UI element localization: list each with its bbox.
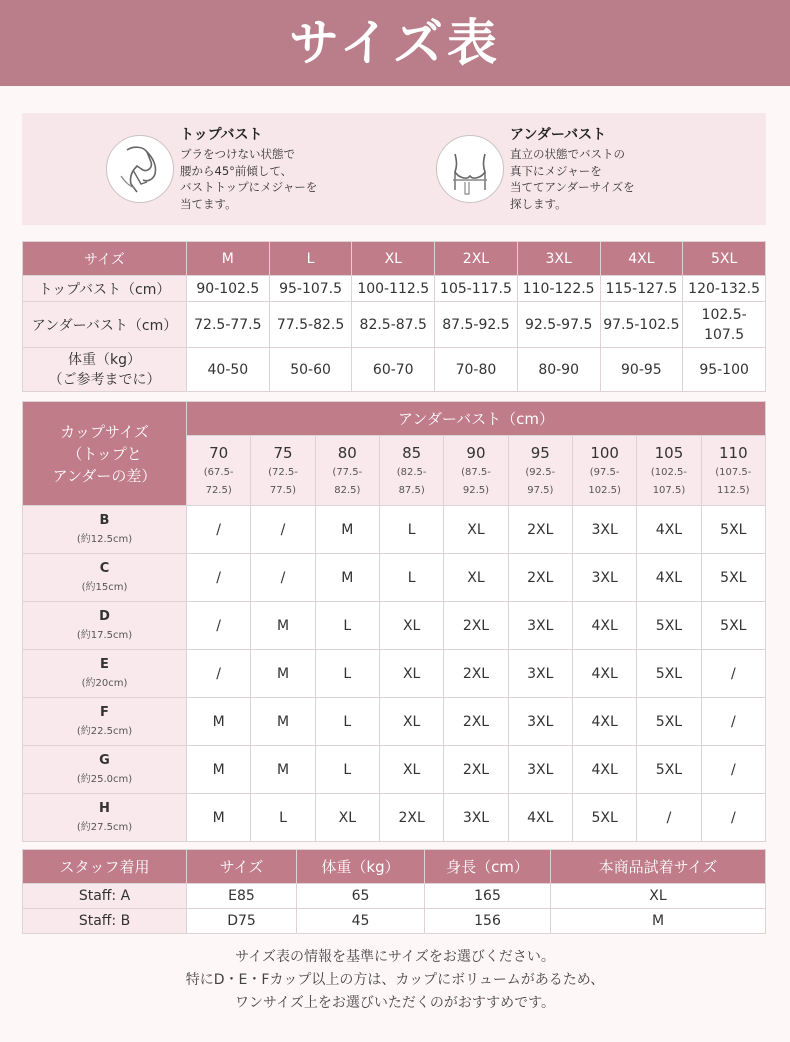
cup-difference: (約25.0cm) — [76, 773, 133, 785]
table-cell: 165 — [425, 884, 551, 909]
cup-difference: (約12.5cm) — [76, 533, 133, 545]
table-cell: 4XL — [572, 602, 636, 650]
under-bust-range: 107.5) — [652, 484, 686, 496]
table-cell: / — [187, 602, 251, 650]
top-bust-guide — [22, 113, 394, 225]
cup-difference: (約22.5cm) — [76, 725, 133, 737]
under-bust-range: (107.5- — [715, 466, 752, 478]
table-cell: 3XL — [572, 554, 636, 602]
table-cell: M — [315, 554, 379, 602]
under-bust-range: (87.5- — [461, 466, 491, 478]
staff-table-header-row — [23, 850, 766, 884]
table-cell: 5XL — [701, 506, 765, 554]
cup-row-label — [23, 554, 187, 602]
table-row — [23, 348, 766, 392]
table-row — [23, 602, 766, 650]
under-bust-range: 87.5) — [398, 484, 425, 496]
table-cell: 2XL — [444, 698, 508, 746]
row-label: アンダーバスト（cm） — [23, 302, 187, 348]
under-bust-illustration-icon — [436, 135, 504, 203]
table-row — [23, 302, 766, 348]
cup-row-label — [23, 506, 187, 554]
table-cell: 45 — [297, 909, 425, 934]
table-cell: XL — [379, 698, 443, 746]
under-bust-range: (97.5- — [589, 466, 620, 478]
staff-header-cell: スタッフ着用 — [23, 850, 187, 884]
table-cell: 60-70 — [352, 348, 435, 392]
under-bust-range: (82.5- — [396, 466, 427, 478]
table-cell: 2XL — [508, 506, 572, 554]
table-cell: / — [701, 698, 765, 746]
top-bust-instructions — [180, 146, 317, 212]
table-cell: 95-100 — [683, 348, 766, 392]
cup-corner-line: （トップと — [67, 444, 142, 463]
size-header-cell: L — [269, 242, 352, 276]
table-cell: M — [251, 698, 315, 746]
table-row — [23, 650, 766, 698]
table-cell: M — [251, 746, 315, 794]
table-cell: 87.5-92.5 — [435, 302, 518, 348]
table-row — [23, 794, 766, 842]
size-header-cell: XL — [352, 242, 435, 276]
table-cell: 2XL — [444, 602, 508, 650]
table-cell: / — [701, 650, 765, 698]
cup-row-label — [23, 650, 187, 698]
table-row — [23, 884, 766, 909]
cup-letter: G — [99, 752, 110, 768]
table-cell: M — [251, 602, 315, 650]
table-cell: L — [315, 602, 379, 650]
table-cell: 97.5-102.5 — [600, 302, 683, 348]
cup-difference: (約20cm) — [81, 677, 128, 689]
table-cell: D75 — [187, 909, 297, 934]
cup-row-label — [23, 602, 187, 650]
table-cell: 120-132.5 — [683, 276, 766, 302]
cup-letter: C — [99, 560, 110, 576]
table-cell: / — [251, 554, 315, 602]
top-bust-line: バストトップにメジャーを — [180, 180, 318, 194]
under-bust-size: 80 — [337, 443, 357, 462]
cup-letter: E — [100, 656, 109, 672]
cup-table-header-row — [23, 402, 766, 436]
size-header-cell: M — [187, 242, 270, 276]
under-bust-range: (77.5- — [332, 466, 363, 478]
table-cell: 2XL — [508, 554, 572, 602]
table-cell: 2XL — [444, 650, 508, 698]
cup-difference: (約27.5cm) — [76, 821, 133, 833]
under-bust-size: 70 — [209, 443, 229, 462]
table-cell: 3XL — [572, 506, 636, 554]
under-bust-line: 探します。 — [510, 196, 567, 211]
table-row — [23, 554, 766, 602]
cup-corner-header — [23, 402, 187, 506]
top-bust-line: 当てます。 — [180, 196, 237, 211]
table-cell: 70-80 — [435, 348, 518, 392]
staff-header-cell: 体重（kg） — [297, 850, 425, 884]
row-label-line: （ご参考までに） — [48, 371, 161, 388]
table-cell: 5XL — [637, 746, 701, 794]
under-bust-range: 112.5) — [717, 484, 750, 496]
cup-row-label — [23, 794, 187, 842]
under-bust-size: 110 — [718, 443, 748, 462]
table-cell: 80-90 — [517, 348, 600, 392]
table-cell: 4XL — [637, 506, 701, 554]
table-cell: 90-102.5 — [187, 276, 270, 302]
under-bust-size: 85 — [402, 443, 422, 462]
page-title: サイズ表 — [289, 14, 501, 72]
staff-table — [22, 849, 766, 934]
size-table — [22, 241, 766, 392]
under-bust-range: 77.5) — [269, 484, 297, 496]
table-cell: / — [637, 794, 701, 842]
under-bust-range: 72.5) — [205, 484, 232, 496]
table-row — [23, 909, 766, 934]
note-line: 特にD・E・Fカップ以上の方は、カップにボリュームがあるため、 — [185, 972, 605, 988]
table-cell: / — [187, 506, 251, 554]
under-bust-size: 95 — [530, 443, 550, 462]
note-line: ワンサイズ上をお選びいただくのがおすすめです。 — [235, 995, 555, 1011]
table-cell: XL — [551, 884, 766, 909]
table-row — [23, 506, 766, 554]
table-cell: / — [187, 650, 251, 698]
table-cell: XL — [315, 794, 379, 842]
table-cell: 92.5-97.5 — [517, 302, 600, 348]
under-bust-range: (92.5- — [525, 466, 556, 478]
table-cell: M — [315, 506, 379, 554]
under-bust-line: 真下にメジャーを — [510, 163, 602, 178]
size-notes — [0, 946, 790, 1015]
under-bust-range: 97.5) — [527, 484, 554, 496]
under-bust-range: (72.5- — [268, 466, 298, 478]
cup-row-label — [23, 746, 187, 794]
table-cell: XL — [444, 506, 508, 554]
table-cell: 90-95 — [600, 348, 683, 392]
table-cell: 2XL — [444, 746, 508, 794]
cup-letter: B — [99, 512, 110, 528]
table-cell: XL — [379, 602, 443, 650]
row-label-line: 体重（kg） — [68, 351, 141, 368]
cup-corner-line: アンダーの差） — [52, 466, 157, 485]
cup-difference: (約15cm) — [81, 581, 128, 593]
table-cell: M — [187, 746, 251, 794]
table-cell: 5XL — [572, 794, 636, 842]
table-cell: / — [187, 554, 251, 602]
table-cell: 50-60 — [269, 348, 352, 392]
under-bust-size-cell — [444, 436, 508, 506]
top-bust-heading: トップバスト — [180, 127, 263, 143]
table-cell: 3XL — [508, 698, 572, 746]
table-cell: L — [315, 650, 379, 698]
table-cell: 3XL — [508, 650, 572, 698]
under-bust-size-cell — [379, 436, 443, 506]
under-bust-line: 直立の状態でバストの — [510, 147, 625, 161]
size-header-cell: 3XL — [517, 242, 600, 276]
cup-letter: F — [100, 704, 109, 720]
under-bust-range: 102.5) — [588, 484, 621, 496]
table-cell: 4XL — [572, 746, 636, 794]
under-bust-size: 105 — [654, 443, 684, 462]
table-cell: L — [379, 554, 443, 602]
table-cell: 4XL — [637, 554, 701, 602]
table-cell: L — [315, 698, 379, 746]
under-bust-size-cell — [315, 436, 379, 506]
under-bust-range: (102.5- — [650, 466, 688, 478]
under-bust-range: 82.5) — [334, 484, 361, 496]
under-bust-size: 100 — [590, 443, 619, 462]
table-cell: XL — [379, 650, 443, 698]
cup-corner-line: カップサイズ — [60, 422, 149, 441]
top-bust-line: 腰から45°前傾して、 — [180, 163, 293, 178]
under-bust-size-cell — [251, 436, 315, 506]
table-cell: 3XL — [508, 602, 572, 650]
under-bust-size-cell — [572, 436, 636, 506]
table-cell: M — [251, 650, 315, 698]
under-bust-size: 75 — [273, 443, 293, 462]
cup-size-table — [22, 401, 766, 842]
under-bust-range: (67.5- — [203, 466, 234, 478]
table-cell: M — [187, 698, 251, 746]
staff-header-cell: 身長（cm） — [425, 850, 551, 884]
measurement-guide — [22, 113, 766, 225]
under-bust-range: 92.5) — [462, 484, 490, 496]
table-cell: XL — [379, 746, 443, 794]
note-line: サイズ表の情報を基準にサイズをお選びください。 — [235, 949, 555, 965]
table-cell: 156 — [425, 909, 551, 934]
table-cell: 72.5-77.5 — [187, 302, 270, 348]
table-cell: 5XL — [637, 698, 701, 746]
size-header-cell: 2XL — [435, 242, 518, 276]
staff-header-cell: 本商品試着サイズ — [551, 850, 766, 884]
cup-row-label — [23, 698, 187, 746]
table-row — [23, 746, 766, 794]
table-cell: 82.5-87.5 — [352, 302, 435, 348]
under-bust-size-cell — [508, 436, 572, 506]
table-cell: 115-127.5 — [600, 276, 683, 302]
under-bust-size-cell — [637, 436, 701, 506]
table-cell: 95-107.5 — [269, 276, 352, 302]
table-row — [23, 698, 766, 746]
table-cell: 5XL — [701, 554, 765, 602]
table-cell: 2XL — [379, 794, 443, 842]
cup-difference: (約17.5cm) — [76, 629, 133, 641]
table-row — [23, 276, 766, 302]
under-bust-size: 90 — [466, 443, 486, 462]
size-header-cell: 5XL — [683, 242, 766, 276]
under-bust-line: 当ててアンダーサイズを — [510, 180, 635, 194]
row-label — [23, 348, 187, 392]
table-cell: E85 — [187, 884, 297, 909]
table-cell: L — [379, 506, 443, 554]
size-header-label: サイズ — [23, 242, 187, 276]
table-cell: M — [551, 909, 766, 934]
table-cell: 5XL — [637, 650, 701, 698]
table-cell: 4XL — [572, 650, 636, 698]
table-cell: L — [315, 746, 379, 794]
table-cell: M — [187, 794, 251, 842]
under-bust-instructions — [510, 146, 635, 212]
table-cell: 105-117.5 — [435, 276, 518, 302]
table-cell: 5XL — [701, 602, 765, 650]
staff-name: Staff: B — [23, 909, 187, 934]
table-cell: 3XL — [508, 746, 572, 794]
staff-name: Staff: A — [23, 884, 187, 909]
table-cell: L — [251, 794, 315, 842]
under-bust-heading: アンダーバスト — [510, 127, 607, 143]
table-cell: / — [251, 506, 315, 554]
staff-header-cell: サイズ — [187, 850, 297, 884]
size-header-cell: 4XL — [600, 242, 683, 276]
row-label: トップバスト（cm） — [23, 276, 187, 302]
table-cell: 5XL — [637, 602, 701, 650]
under-bust-size-cell — [187, 436, 251, 506]
under-bust-header: アンダーバスト（cm） — [187, 402, 766, 436]
under-bust-size-cell — [701, 436, 765, 506]
table-cell: 100-112.5 — [352, 276, 435, 302]
table-cell: / — [701, 746, 765, 794]
cup-letter: H — [99, 800, 110, 816]
table-cell: 40-50 — [187, 348, 270, 392]
table-cell: 3XL — [444, 794, 508, 842]
table-cell: 65 — [297, 884, 425, 909]
table-cell: XL — [444, 554, 508, 602]
table-cell: 110-122.5 — [517, 276, 600, 302]
under-bust-guide — [394, 113, 766, 225]
size-table-header-row — [23, 242, 766, 276]
table-cell: / — [701, 794, 765, 842]
table-cell: 4XL — [508, 794, 572, 842]
table-cell: 102.5-107.5 — [683, 302, 766, 348]
table-cell: 4XL — [572, 698, 636, 746]
cup-letter: D — [99, 608, 110, 624]
top-bust-illustration-icon — [106, 135, 174, 203]
table-cell: 77.5-82.5 — [269, 302, 352, 348]
top-bust-line: ブラをつけない状態で — [180, 147, 295, 161]
